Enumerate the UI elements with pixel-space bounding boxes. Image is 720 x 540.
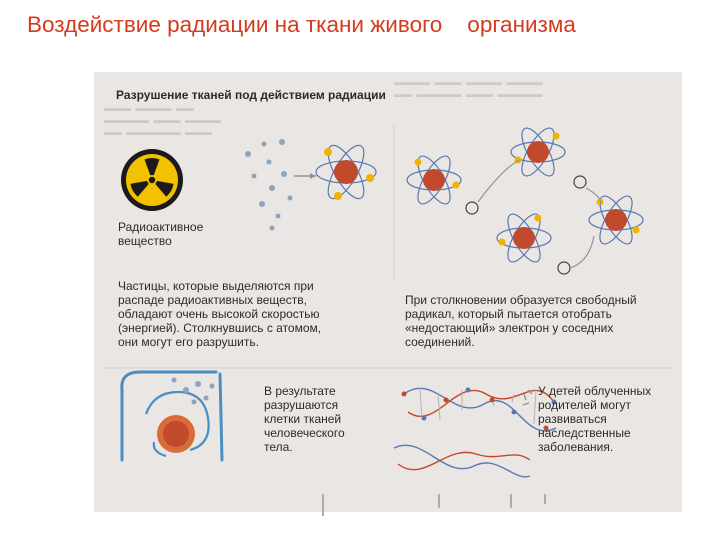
free-radical-atoms	[407, 124, 643, 274]
clipping-edge-marks	[320, 494, 550, 516]
radiation-hazard-icon	[121, 149, 183, 211]
infographic-panel-title: Разрушение тканей под действием радиации	[116, 88, 386, 102]
caption-particles: Частицы, которые выделяются при распаде радиоактивных веществ, обладают очень высокой скоростью (энергией). Столкнувшись с атомом, они могут его разрушить.	[118, 279, 322, 349]
caption-radioactive-source: Радиоактивное вещество	[118, 220, 204, 248]
cell-icon	[122, 372, 222, 460]
caption-hereditary-diseases: У детей облученных родителей могут развиваться наследственные заболевания.	[538, 384, 652, 454]
background-newsprint-left: ▬▬▬ ▬▬▬▬ ▬▬ ▬▬▬▬▬ ▬▬▬ ▬▬▬▬ ▬▬ ▬▬▬▬▬▬ ▬▬▬	[104, 103, 221, 137]
atom-icon	[316, 141, 376, 204]
slide-title: Воздействие радиации на ткани живого организма	[27, 12, 576, 37]
background-newsprint-right: ▬▬▬▬ ▬▬▬ ▬▬▬▬ ▬▬▬▬ ▬▬ ▬▬▬▬▬ ▬▬▬ ▬▬▬▬▬	[394, 77, 543, 99]
infographic-clipping	[94, 72, 682, 512]
caption-cell-destruction: В результате разрушаются клетки тканей человеческого тела.	[264, 384, 345, 454]
caption-free-radical: При столкновении образуется свободный радикал, который пытается отобрать «недостающий» электрон у соседних соединений.	[405, 293, 637, 349]
radiation-particles	[245, 139, 293, 231]
dna-icon	[394, 388, 557, 477]
